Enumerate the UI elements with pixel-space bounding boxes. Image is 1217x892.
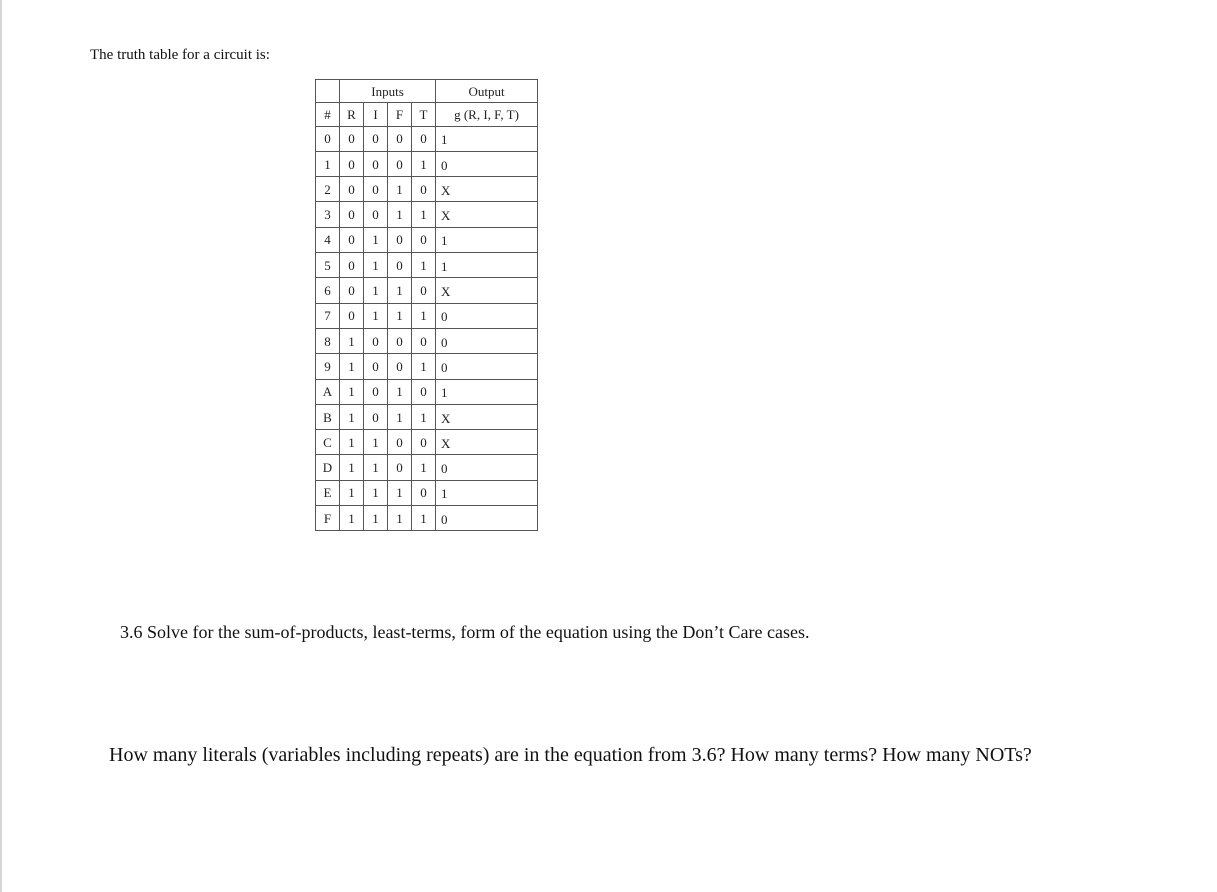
r-cell: 1 (340, 480, 364, 505)
t-cell: 1 (412, 404, 436, 429)
i-cell: 1 (364, 278, 388, 303)
r-cell: 1 (340, 506, 364, 531)
truth-table (315, 79, 538, 531)
output-cell: X (436, 404, 538, 429)
i-cell: 0 (364, 151, 388, 176)
r-cell: 1 (340, 354, 364, 379)
r-cell: 1 (340, 455, 364, 480)
table-row (316, 126, 538, 151)
i-cell: 1 (364, 227, 388, 252)
table-row (316, 278, 538, 303)
t-cell: 1 (412, 455, 436, 480)
r-cell: 1 (340, 404, 364, 429)
r-cell: 0 (340, 253, 364, 278)
r-cell: 0 (340, 177, 364, 202)
output-cell: 1 (436, 227, 538, 252)
f-cell: 0 (388, 151, 412, 176)
row-index-cell: 9 (316, 354, 340, 379)
row-index-cell: 3 (316, 202, 340, 227)
r-cell: 0 (340, 227, 364, 252)
f-cell: 1 (388, 278, 412, 303)
t-cell: 0 (412, 328, 436, 353)
output-cell: 0 (436, 506, 538, 531)
t-cell: 0 (412, 227, 436, 252)
col-header-index: # (316, 103, 340, 126)
question-literals: How many literals (variables including repeats) are in the equation from 3.6? How many terms? How many NOTs? (109, 744, 1032, 766)
col-header-i: I (364, 103, 388, 126)
t-cell: 1 (412, 253, 436, 278)
output-cell: 0 (436, 328, 538, 353)
i-cell: 0 (364, 379, 388, 404)
output-cell: 0 (436, 354, 538, 379)
page-left-edge (0, 0, 2, 892)
col-header-output: g (R, I, F, T) (436, 103, 538, 126)
f-cell: 0 (388, 253, 412, 278)
i-cell: 1 (364, 303, 388, 328)
intro-text: The truth table for a circuit is: (90, 47, 270, 63)
t-cell: 1 (412, 303, 436, 328)
row-index-cell: A (316, 379, 340, 404)
output-cell: 1 (436, 253, 538, 278)
row-index-cell: 7 (316, 303, 340, 328)
t-cell: 0 (412, 126, 436, 151)
row-index-cell: C (316, 430, 340, 455)
i-cell: 0 (364, 328, 388, 353)
output-header: Output (436, 80, 538, 103)
output-cell: 0 (436, 303, 538, 328)
f-cell: 0 (388, 328, 412, 353)
table-row (316, 506, 538, 531)
output-cell: 1 (436, 126, 538, 151)
t-cell: 0 (412, 480, 436, 505)
inputs-header: Inputs (340, 80, 436, 103)
t-cell: 0 (412, 379, 436, 404)
f-cell: 1 (388, 404, 412, 429)
t-cell: 1 (412, 151, 436, 176)
col-header-r: R (340, 103, 364, 126)
f-cell: 1 (388, 202, 412, 227)
output-cell: 1 (436, 480, 538, 505)
table-row (316, 303, 538, 328)
i-cell: 1 (364, 506, 388, 531)
row-index-cell: 2 (316, 177, 340, 202)
t-cell: 1 (412, 202, 436, 227)
truth-table-body (316, 80, 538, 531)
f-cell: 1 (388, 303, 412, 328)
col-header-t: T (412, 103, 436, 126)
row-index-cell: 8 (316, 328, 340, 353)
f-cell: 1 (388, 506, 412, 531)
i-cell: 1 (364, 430, 388, 455)
r-cell: 1 (340, 430, 364, 455)
r-cell: 0 (340, 126, 364, 151)
output-cell: X (436, 430, 538, 455)
t-cell: 1 (412, 354, 436, 379)
table-row (316, 354, 538, 379)
table-row (316, 177, 538, 202)
f-cell: 0 (388, 354, 412, 379)
i-cell: 0 (364, 126, 388, 151)
t-cell: 0 (412, 278, 436, 303)
table-row (316, 253, 538, 278)
group-header-row (316, 80, 538, 103)
table-row (316, 455, 538, 480)
table-row (316, 328, 538, 353)
r-cell: 0 (340, 278, 364, 303)
r-cell: 0 (340, 151, 364, 176)
f-cell: 0 (388, 126, 412, 151)
output-cell: X (436, 177, 538, 202)
row-index-cell: 0 (316, 126, 340, 151)
i-cell: 1 (364, 455, 388, 480)
table-row (316, 151, 538, 176)
i-cell: 0 (364, 354, 388, 379)
r-cell: 0 (340, 202, 364, 227)
t-cell: 1 (412, 506, 436, 531)
output-cell: 0 (436, 455, 538, 480)
row-index-cell: 5 (316, 253, 340, 278)
row-index-cell: F (316, 506, 340, 531)
i-cell: 1 (364, 253, 388, 278)
table-row (316, 404, 538, 429)
f-cell: 1 (388, 379, 412, 404)
header-blank-cell (316, 80, 340, 103)
col-header-f: F (388, 103, 412, 126)
row-index-cell: D (316, 455, 340, 480)
i-cell: 1 (364, 480, 388, 505)
t-cell: 0 (412, 430, 436, 455)
output-cell: 0 (436, 151, 538, 176)
table-row (316, 480, 538, 505)
r-cell: 1 (340, 328, 364, 353)
i-cell: 0 (364, 404, 388, 429)
question-3-6: 3.6 Solve for the sum-of-products, least-terms, form of the equation using the Don’t Care cases. (120, 622, 810, 642)
row-index-cell: 6 (316, 278, 340, 303)
r-cell: 1 (340, 379, 364, 404)
r-cell: 0 (340, 303, 364, 328)
i-cell: 0 (364, 177, 388, 202)
table-row (316, 430, 538, 455)
t-cell: 0 (412, 177, 436, 202)
row-index-cell: B (316, 404, 340, 429)
table-row (316, 379, 538, 404)
output-cell: 1 (436, 379, 538, 404)
f-cell: 1 (388, 177, 412, 202)
table-row (316, 227, 538, 252)
f-cell: 0 (388, 430, 412, 455)
output-cell: X (436, 278, 538, 303)
row-index-cell: 4 (316, 227, 340, 252)
row-index-cell: E (316, 480, 340, 505)
i-cell: 0 (364, 202, 388, 227)
output-cell: X (436, 202, 538, 227)
f-cell: 1 (388, 480, 412, 505)
row-index-cell: 1 (316, 151, 340, 176)
f-cell: 0 (388, 455, 412, 480)
column-header-row (316, 103, 538, 126)
table-row (316, 202, 538, 227)
f-cell: 0 (388, 227, 412, 252)
